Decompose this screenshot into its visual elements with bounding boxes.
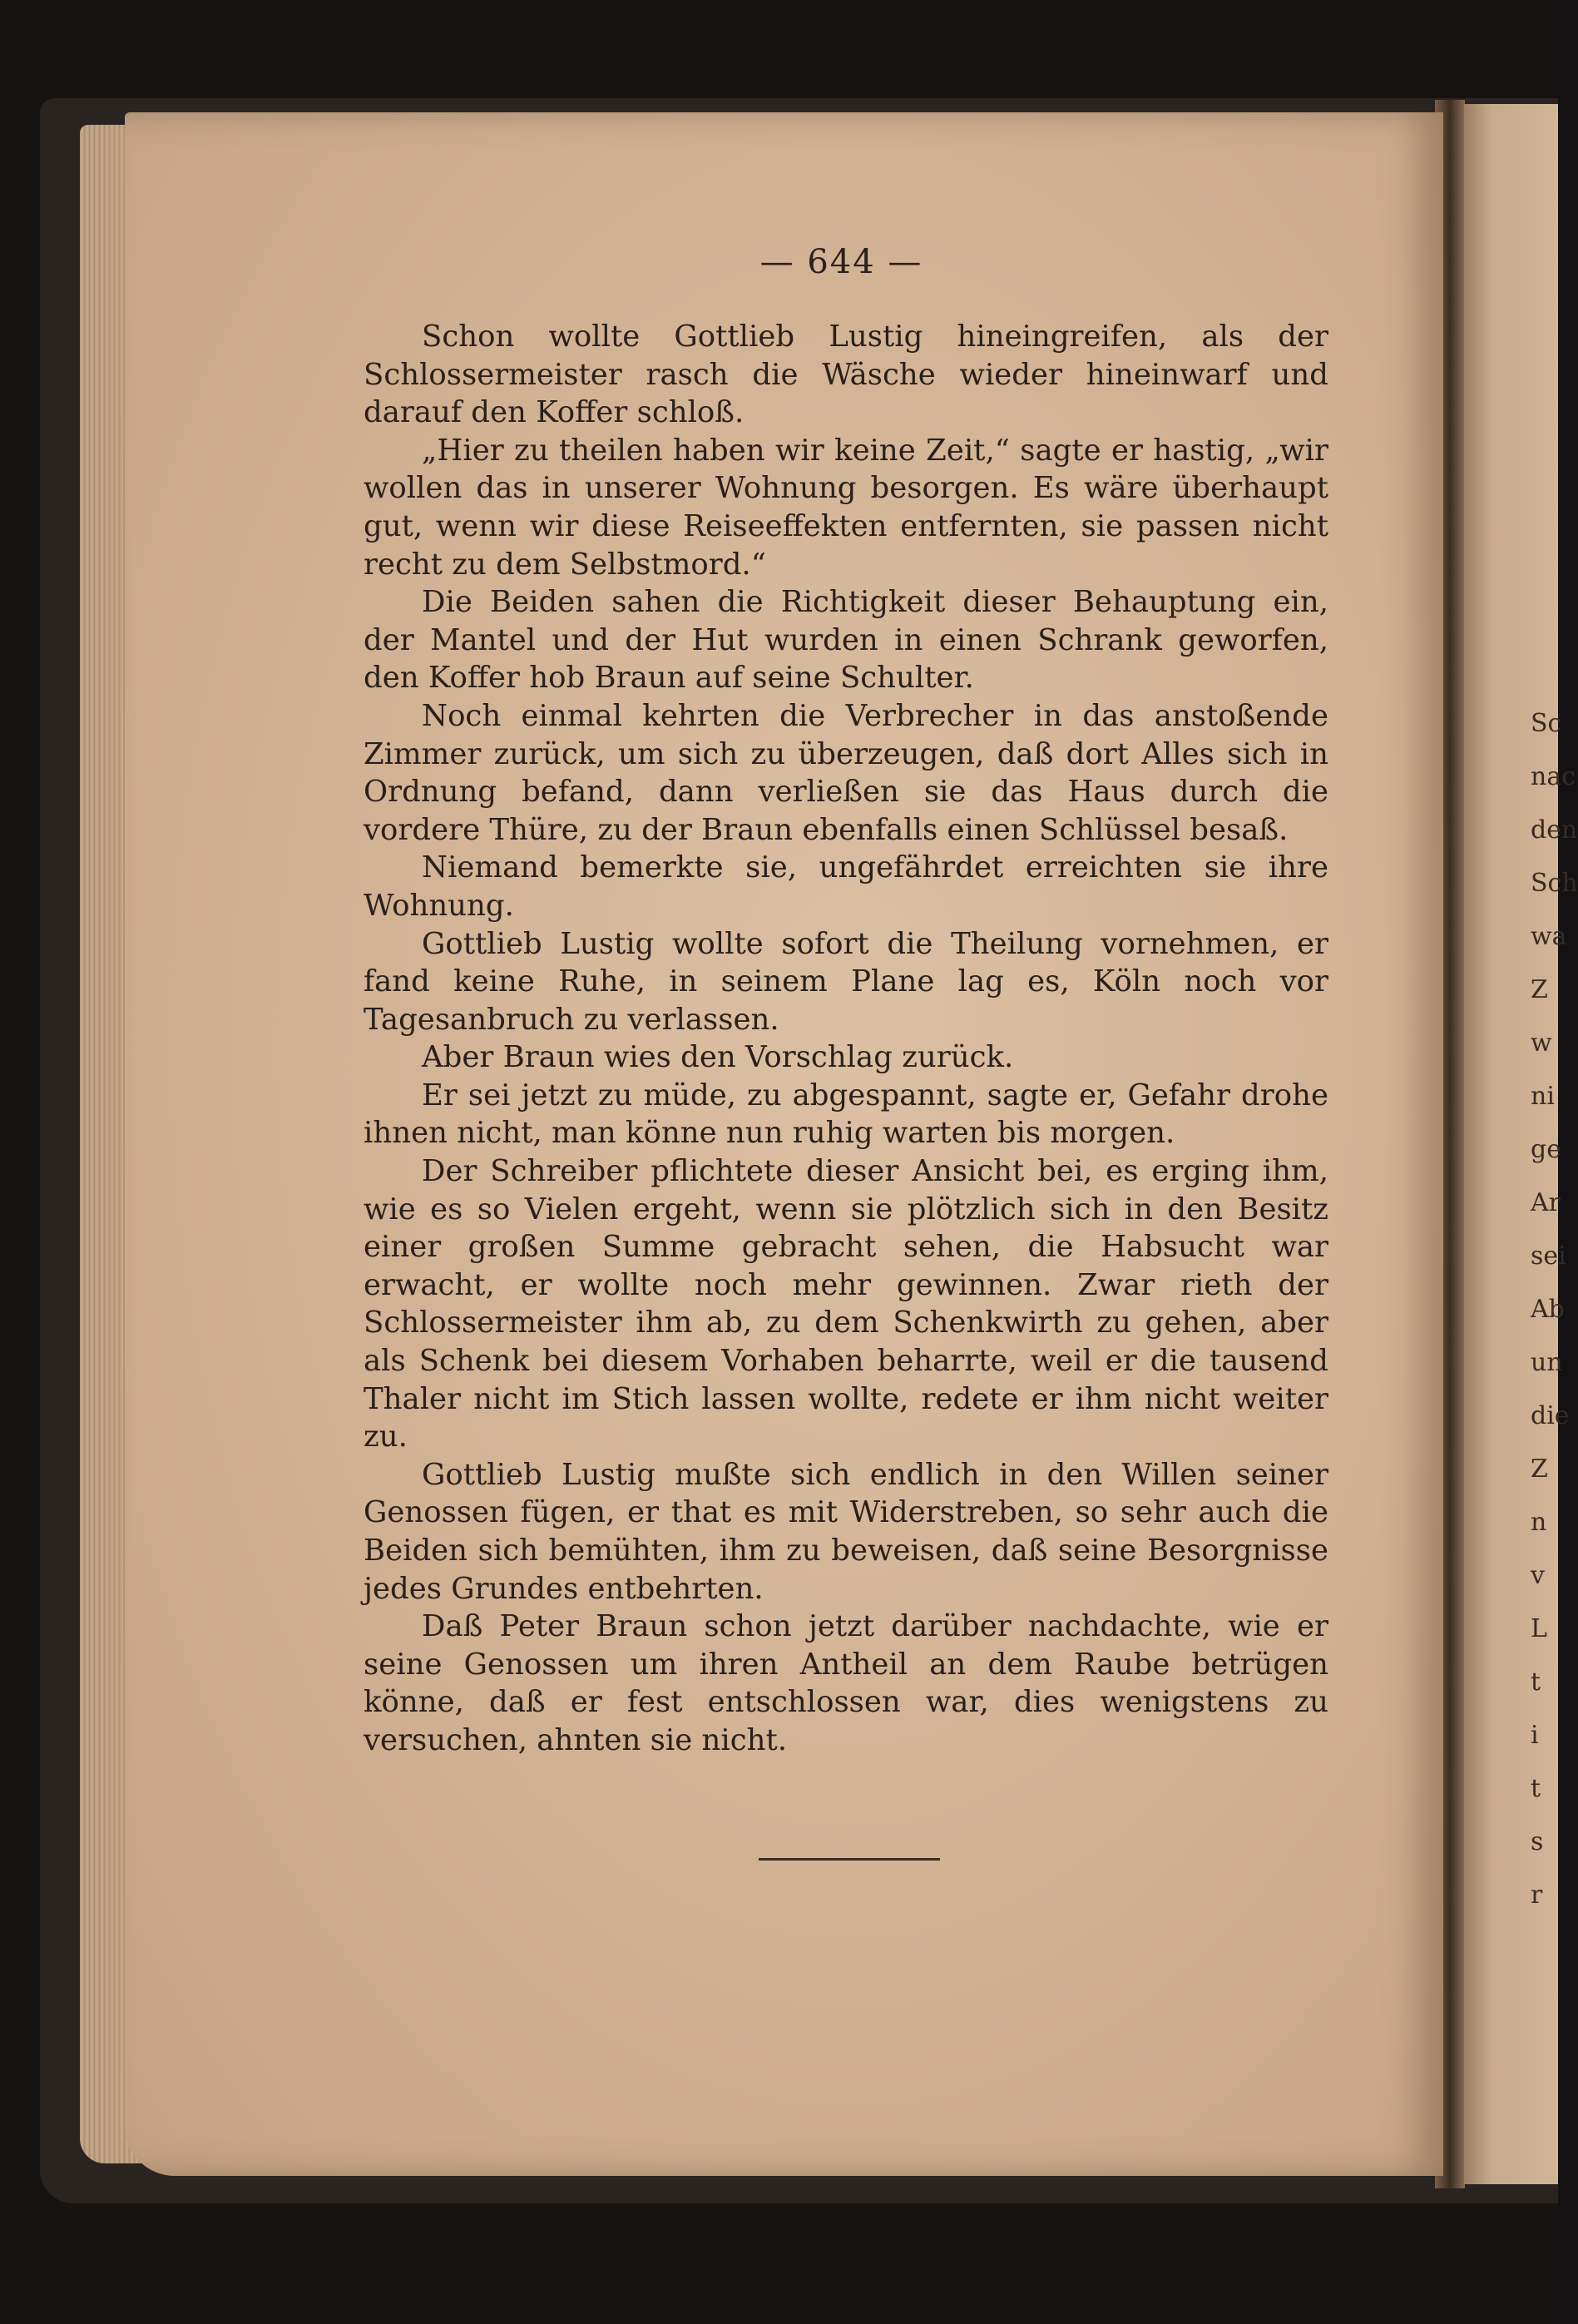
facing-fragment: Ab	[1531, 1295, 1565, 1324]
facing-fragment: w	[1531, 1028, 1552, 1058]
facing-fragment: wa	[1531, 922, 1567, 951]
paragraph: Die Beiden sahen die Richtigkeit dieser Behauptung ein, der Mantel und der Hut wurden in einen Schrank geworfen, den Koffer hob Braun auf seine Schulter.	[364, 585, 1328, 696]
paragraph: Er sei jetzt zu müde, zu abgespannt, sagte er, Gefahr drohe ihnen nicht, man könne nun ruhig warten bis morgen.	[364, 1078, 1328, 1151]
facing-fragment: n	[1531, 1508, 1547, 1537]
facing-fragment: ni	[1531, 1082, 1555, 1111]
facing-fragment: ge	[1531, 1135, 1561, 1164]
paragraph: Gottlieb Lustig mußte sich endlich in den Willen seiner Genossen fügen, er that es mit Widerstreben, so sehr auch die Beiden sich bemühten, ihm zu beweisen, daß seine Besorgnisse jedes Grundes entbehrten.	[364, 1457, 1328, 1606]
facing-fragment: t	[1531, 1667, 1541, 1697]
page-number: — 644 —	[759, 243, 923, 281]
paragraph: Niemand bemerkte sie, ungefährdet erreichten sie ihre Wohnung.	[364, 850, 1328, 923]
paragraph: Gottlieb Lustig wollte sofort die Theilung vornehmen, er fand keine Ruhe, in seinem Plane lag es, Köln noch vor Tagesanbruch zu verlassen.	[364, 926, 1328, 1037]
facing-fragment: Sch	[1531, 869, 1578, 898]
facing-fragment: s	[1531, 1827, 1544, 1856]
facing-page-text	[1531, 709, 1578, 1936]
paragraph: Der Schreiber pflichtete dieser Ansicht bei, es erging ihm, wie es so Vielen ergeht, wenn sie plötzlich sich in den Besitz einer großen Summe gebracht sehen, die Habsucht war erwacht, er wollte noch mehr gewinnen. Zwar rieth der Schlossermeister ihm ab, zu dem Schenkwirth zu gehen, aber als Schenk bei diesem Vorhaben beharrte, weil er die tausend Thaler nicht im Stich lassen wollte, redete er ihm nicht weiter zu.	[364, 1154, 1328, 1454]
facing-fragment: Z	[1531, 975, 1548, 1004]
paragraph: Noch einmal kehrten die Verbrecher in das anstoßende Zimmer zurück, um sich zu überzeugen, daß dort Alles sich in Ordnung befand, dann verließen sie das Haus durch die vordere Thüre, zu der Braun ebenfalls einen Schlüssel besaß.	[364, 698, 1328, 847]
facing-fragment: den	[1531, 815, 1578, 845]
facing-fragment: v	[1531, 1561, 1545, 1590]
facing-fragment: Z	[1531, 1454, 1548, 1484]
paragraph: Daß Peter Braun schon jetzt darüber nachdachte, wie er seine Genossen um ihren Antheil an dem Raube betrügen könne, daß er fest entschlossen war, dies wenigstens zu versuchen, ahnten sie nicht.	[364, 1609, 1328, 1757]
facing-fragment: t	[1531, 1774, 1541, 1803]
facing-fragment: Sc	[1531, 709, 1562, 738]
paragraph: Aber Braun wies den Vorschlag zurück.	[422, 1040, 1014, 1075]
paragraph: „Hier zu theilen haben wir keine Zeit,“ sagte er hastig, „wir wollen das in unserer Wohnung besorgen. Es wäre überhaupt gut, wenn wir diese Reiseeffekten entfernten, sie passen nicht recht zu dem Selbstmord.“	[364, 433, 1328, 582]
facing-fragment: i	[1531, 1721, 1539, 1750]
facing-fragment: sei	[1531, 1241, 1566, 1271]
page-body	[364, 318, 1328, 1760]
facing-fragment: die	[1531, 1401, 1570, 1430]
chapter-end-rule	[759, 1858, 940, 1861]
facing-fragment: L	[1531, 1614, 1547, 1643]
facing-fragment: Ar	[1531, 1188, 1561, 1217]
facing-fragment: r	[1531, 1881, 1543, 1910]
facing-fragment: un	[1531, 1348, 1563, 1377]
paragraph: Schon wollte Gottlieb Lustig hineingreifen, als der Schlossermeister rasch die Wäsche wieder hineinwarf und darauf den Koffer schloß.	[364, 320, 1328, 430]
facing-fragment: nac	[1531, 762, 1576, 791]
